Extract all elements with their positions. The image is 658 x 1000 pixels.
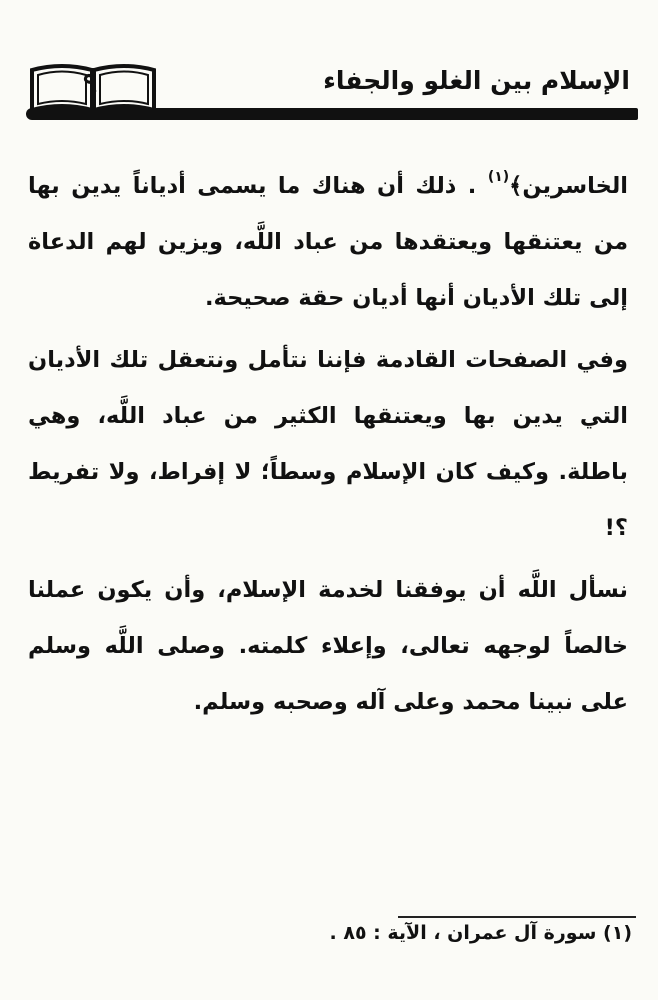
footnote-rule — [398, 916, 636, 918]
page-number: ٩ — [83, 68, 97, 98]
paragraph-3: نسأل اللَّه أن يوفقنا لخدمة الإسلام، وأن يكون عملنا خالصاً لوجهه تعالى، وإعلاء كلمته. وصلى اللَّه وسلم على نبينا محمد وعلى آله وصحبه وسلم. — [28, 577, 628, 715]
running-title: الإسلام بين الغلو والجفاء — [323, 66, 630, 95]
page-header — [20, 60, 638, 130]
footnote-reference: (١) — [487, 168, 510, 185]
body-text — [28, 158, 628, 736]
footnote: (١) سورة آل عمران ، الآية : ٨٥ . — [329, 922, 632, 944]
paragraph-1-text: . ذلك أن هناك ما يسمى أدياناً يدين بها من يعتنقها ويعتقدها من عباد اللَّه، ويزين لهم الدعاة إلى تلك الأديان أنها أديان حقة صحيحة. — [28, 173, 628, 311]
paragraph-1 — [28, 158, 628, 326]
paragraph-2: وفي الصفحات القادمة فإننا نتأمل ونتعقل تلك الأديان التي يدين بها ويعتنقها الكثير من عباد اللَّه، وهي باطلة. وكيف كان الإسلام وسطاً؛ لا إفراط، ولا تفريط ؟! — [28, 347, 628, 541]
verse-ending: الخاسرين﴾ — [509, 173, 628, 199]
header-rule — [26, 108, 638, 120]
